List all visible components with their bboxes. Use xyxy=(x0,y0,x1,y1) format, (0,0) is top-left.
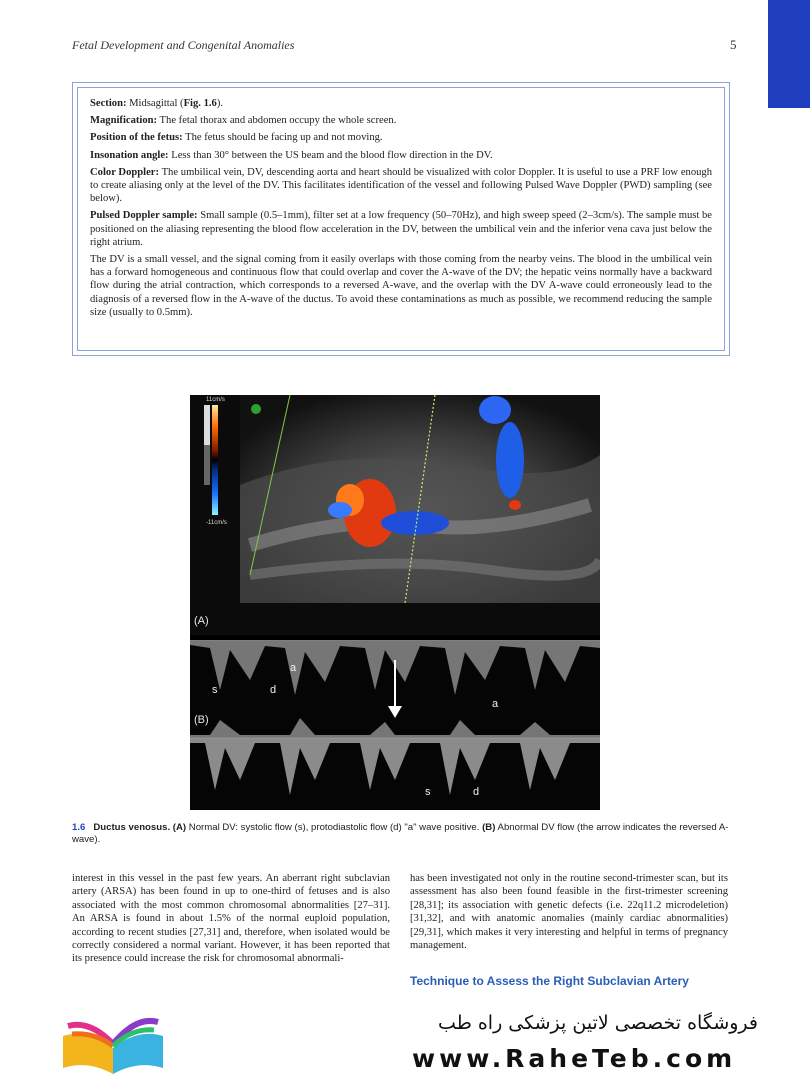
panel-b-label: (B) xyxy=(194,714,209,726)
page-number: 5 xyxy=(730,37,737,52)
section-tail: ). xyxy=(216,98,224,109)
caption-b-label: (B) xyxy=(482,822,496,833)
protocol-position xyxy=(90,131,712,144)
wave-s-label-lower: s xyxy=(425,786,431,798)
scale-top-label: 11cm/s xyxy=(206,397,225,403)
body-column-left: interest in this vessel in the past few years. An aberrant right subclavian artery (ARSA) has been found in up to one-third of fetuses and is also associated with the most common chromosomal abnormalities [27–31]. An ARSA is found in about 1.5% of the normal euploid population, according to recent studies [27,31] and, therefore, when isolated would be correctly considered a normal variant. However, it has been reported that its presence could increase the risk for chromosomal abnormali- xyxy=(72,873,390,965)
banner-url[interactable]: www.RaheTeb.com xyxy=(412,1044,737,1073)
figure-caption xyxy=(72,822,732,846)
insonation-text: Less than 30° between the US beam and the blood flow direction in the DV. xyxy=(168,149,493,161)
position-label: Position of the fetus: xyxy=(90,132,183,144)
book-logo-icon xyxy=(58,1008,168,1074)
color-doppler-label: Color Doppler: xyxy=(90,166,160,178)
ultrasound-image xyxy=(190,395,600,635)
caption-number: 1.6 xyxy=(72,822,86,833)
ultrasound-svg xyxy=(190,395,600,635)
figure-1-6 xyxy=(190,395,600,810)
arrow-down-icon xyxy=(388,706,402,718)
scale-bottom-label: -11cm/s xyxy=(206,520,227,526)
section-label: Section: xyxy=(90,98,127,109)
protocol-box xyxy=(72,82,730,356)
caption-title: Ductus venosus. xyxy=(93,822,171,833)
caption-a-label: (A) xyxy=(172,822,187,833)
wave-d-label-upper: d xyxy=(270,684,277,696)
protocol-magnification xyxy=(90,114,712,127)
header-title: Fetal Development and Congenital Anomalies xyxy=(72,38,295,52)
protocol-insonation xyxy=(90,149,712,162)
color-scale-bar xyxy=(212,405,218,515)
wave-s-label-upper: s xyxy=(212,684,218,696)
caption-a-text: Normal DV: systolic flow (s), protodiastolic flow (d) "a" wave positive. xyxy=(186,822,483,833)
banner-persian-text: فروشگاه تخصصی لاتین پزشکی راه طب xyxy=(438,1012,758,1034)
color-doppler-text: The umbilical vein, DV, descending aorta and heart should be visualized with color Doppler. It is useful to use a PRF low enough to create aliasing only at the level of the DV. This facilitates identification of the vessel and following Pulsed Wave Doppler (PWD) sampling (see below). xyxy=(90,166,713,205)
magnification-label: Magnification: xyxy=(90,115,158,127)
wave-a-label-upper: a xyxy=(290,662,297,674)
insonation-label: Insonation angle: xyxy=(90,149,169,161)
doppler-spectrum xyxy=(190,640,600,810)
probe-marker-icon xyxy=(251,404,261,414)
protocol-paragraph: The DV is a small vessel, and the signal coming from it easily overlaps with those coming from the nearby veins. The blood in the umbilical vein has a forward homogeneous and continuous flow that could overlap and cover the A-wave of the DV; the hepatic veins normally have a backward flow during the atrial contraction, which corresponds to a reversed A-wave, and the overlap with the DV A-wave could erroneously lead to the diagnosis of a reversed flow in the A-wave of the ductus. To avoid these contaminations as much as possible, we recommend reducing the sample size (usually to 0.5mm). xyxy=(90,254,712,318)
wave-d-label-lower: d xyxy=(473,786,480,798)
protocol-section xyxy=(90,97,712,110)
section-fig-ref: Fig. 1.6 xyxy=(183,98,217,109)
section-heading: Technique to Assess the Right Subclavian Artery xyxy=(410,974,689,988)
section-text: Midsagittal ( xyxy=(126,98,184,109)
spectrum-lower-waveform xyxy=(190,738,600,795)
pulsed-doppler-label: Pulsed Doppler sample: xyxy=(90,210,198,222)
panel-a-label: (A) xyxy=(194,615,209,627)
spectrum-svg xyxy=(190,640,600,810)
caption-b-text: Abnormal DV flow (the arrow indicates the reversed A-wave). xyxy=(72,822,729,845)
protocol-pulsed-doppler xyxy=(90,209,712,249)
protocol-color-doppler xyxy=(90,166,712,206)
magnification-text: The fetal thorax and abdomen occupy the whole screen. xyxy=(157,115,397,127)
wave-a-label-middle: a xyxy=(492,698,499,710)
position-text: The fetus should be facing up and not moving. xyxy=(182,132,383,144)
body-column-right: has been investigated not only in the routine second-trimester scan, but its assessment has also been found feasible in the first-trimester screening [28,31]; its association with genetic defects (i.e. 22q11.2 microdeletion) [31,32], and with anatomic anomalies (mainly cardiac abnormalities) [29,31], which makes it very interesting and helpful in terms of pregnancy management. xyxy=(410,873,728,952)
chapter-tab xyxy=(768,0,810,108)
pulsed-doppler-text: Small sample (0.5–1mm), filter set at a low frequency (50–70Hz), and high sweep speed (2–3cm/s). The sample must be positioned on the aliasing representing the blood flow acceleration in the DV, between the umbilical vein and the inferior vena cava just below the right atrium. xyxy=(90,210,712,248)
protocol-box-inner xyxy=(77,87,725,351)
